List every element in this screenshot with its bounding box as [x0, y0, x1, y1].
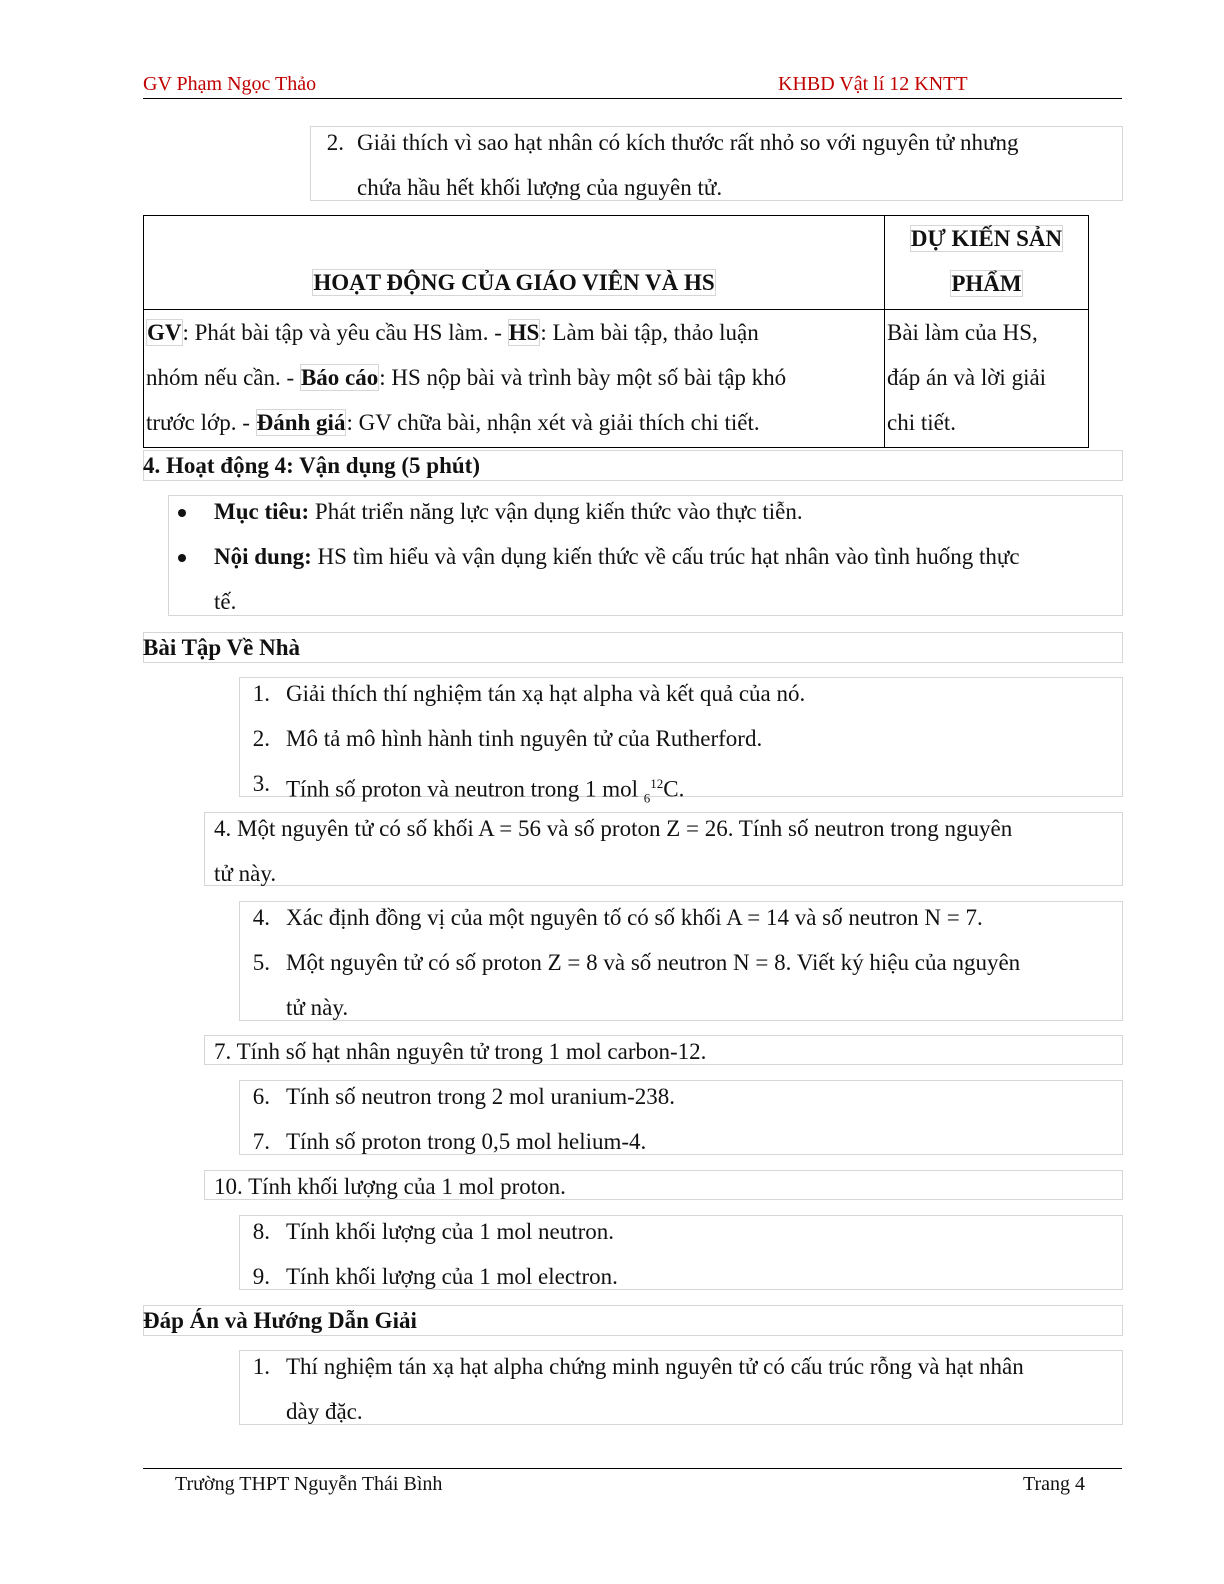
table-header-activity: [144, 216, 885, 310]
content-text-2: tế.: [214, 589, 237, 614]
item-number: 4.: [252, 905, 270, 930]
line3-pre: trước lớp. -: [146, 410, 256, 435]
homework-heading: Bài Tập Về Nhà: [143, 635, 301, 660]
header-rule: [143, 98, 1122, 99]
homework-item7: 7. Tính số hạt nhân nguyên tử trong 1 mol carbon-12.: [214, 1039, 707, 1064]
header-author: GV Phạm Ngọc Thảo: [143, 73, 317, 95]
hs-label: HS: [508, 320, 540, 345]
item-text: Thí nghiệm tán xạ hạt alpha chứng minh nguyên tử có cấu trúc rỗng và hạt nhân: [286, 1354, 1024, 1379]
item-text: tử này.: [286, 995, 349, 1020]
item-text: Tính số proton trong 0,5 mol helium-4.: [286, 1129, 647, 1154]
top-item-line2: chứa hầu hết khối lượng của nguyên tử.: [357, 175, 723, 200]
atomic-number: 6: [643, 790, 651, 806]
activity-table: [143, 215, 1089, 448]
item-text: Tính khối lượng của 1 mol neutron.: [286, 1219, 615, 1244]
item-number: 6.: [252, 1084, 270, 1109]
item-text: Giải thích thí nghiệm tán xạ hạt alpha và kết quả của nó.: [286, 681, 806, 706]
table-header-product: [885, 216, 1089, 310]
table-header-product-line2: PHẨM: [951, 271, 1022, 296]
header-subject: KHBD Vật lí 12 KNTT: [778, 73, 968, 95]
activity4-heading: 4. Hoạt động 4: Vận dụng (5 phút): [143, 453, 481, 478]
item-text: Tính số proton và neutron trong 1 mol: [286, 776, 644, 802]
bullet-icon: [178, 554, 186, 562]
goal-text: Phát triển năng lực vận dụng kiến thức vào thực tiễn.: [309, 499, 803, 524]
table-header-activity-text: HOẠT ĐỘNG CỦA GIÁO VIÊN VÀ HS: [313, 270, 715, 295]
item-text: Xác định đồng vị của một nguyên tố có số khối A = 14 và số neutron N = 7.: [286, 905, 983, 930]
goal-label: Mục tiêu:: [214, 499, 310, 524]
danhgia-label: Đánh giá: [256, 410, 346, 435]
goal-item: [214, 489, 803, 534]
product-line1: Bài làm của HS,: [887, 320, 1038, 345]
mass-number: 12: [650, 776, 664, 791]
homework-item4-line1: 4. Một nguyên tử có số khối A = 56 và số proton Z = 26. Tính số neutron trong nguyên: [214, 816, 1013, 841]
table-cell-product: [885, 310, 1089, 448]
content-text: HS tìm hiểu và vận dụng kiến thức về cấu trúc hạt nhân vào tình huống thực: [311, 544, 1020, 569]
footer-rule: [143, 1468, 1122, 1469]
element-symbol: C.: [663, 776, 685, 802]
item-number: 7.: [252, 1129, 270, 1154]
gv-label: GV: [147, 320, 182, 345]
item-text: dày đặc.: [286, 1399, 363, 1424]
item-text: Mô tả mô hình hành tinh nguyên tử của Rutherford.: [286, 726, 763, 751]
hs-text: : Làm bài tập, thảo luận: [540, 320, 759, 345]
item-text: Tính khối lượng của 1 mol electron.: [286, 1264, 618, 1289]
item-number: 5.: [252, 950, 270, 975]
table-cell-activity: [144, 310, 885, 448]
item-number: 3.: [252, 771, 270, 796]
homework-item10: 10. Tính khối lượng của 1 mol proton.: [214, 1174, 566, 1199]
bullet-icon: [178, 509, 186, 517]
item-text: Một nguyên tử có số proton Z = 8 và số neutron N = 8. Viết ký hiệu của nguyên: [286, 950, 1021, 975]
baocao-label: Báo cáo: [300, 365, 379, 390]
product-line2: đáp án và lời giải: [887, 365, 1047, 390]
homework-item4-line2: tử này.: [214, 861, 277, 886]
footer-school: Trường THPT Nguyễn Thái Bình: [175, 1473, 443, 1495]
content-item: [214, 534, 1020, 579]
item-number: 1.: [252, 1354, 270, 1379]
danhgia-text: : GV chữa bài, nhận xét và giải thích chi tiết.: [346, 410, 760, 435]
item-number: 9.: [252, 1264, 270, 1289]
baocao-text: : HS nộp bài và trình bày một số bài tập khó: [379, 365, 787, 390]
item-number: 2.: [252, 726, 270, 751]
product-line3: chi tiết.: [887, 410, 956, 435]
item-number: 1.: [252, 681, 270, 706]
table-header-product-line1: DỰ KIẾN SẢN: [910, 226, 1063, 251]
answers-heading: Đáp Án và Hướng Dẫn Giải: [143, 1308, 417, 1333]
top-item-number: 2.: [326, 130, 344, 155]
footer-page-number: Trang 4: [1023, 1473, 1086, 1495]
top-item-line1: Giải thích vì sao hạt nhân có kích thước rất nhỏ so với nguyên tử nhưng: [357, 130, 1019, 155]
item-number: 8.: [252, 1219, 270, 1244]
gv-text: : Phát bài tập và yêu cầu HS làm. -: [182, 320, 508, 345]
item-text: Tính số neutron trong 2 mol uranium-238.: [286, 1084, 676, 1109]
content-label: Nội dung:: [214, 544, 312, 569]
line2-pre: nhóm nếu cần. -: [146, 365, 300, 390]
